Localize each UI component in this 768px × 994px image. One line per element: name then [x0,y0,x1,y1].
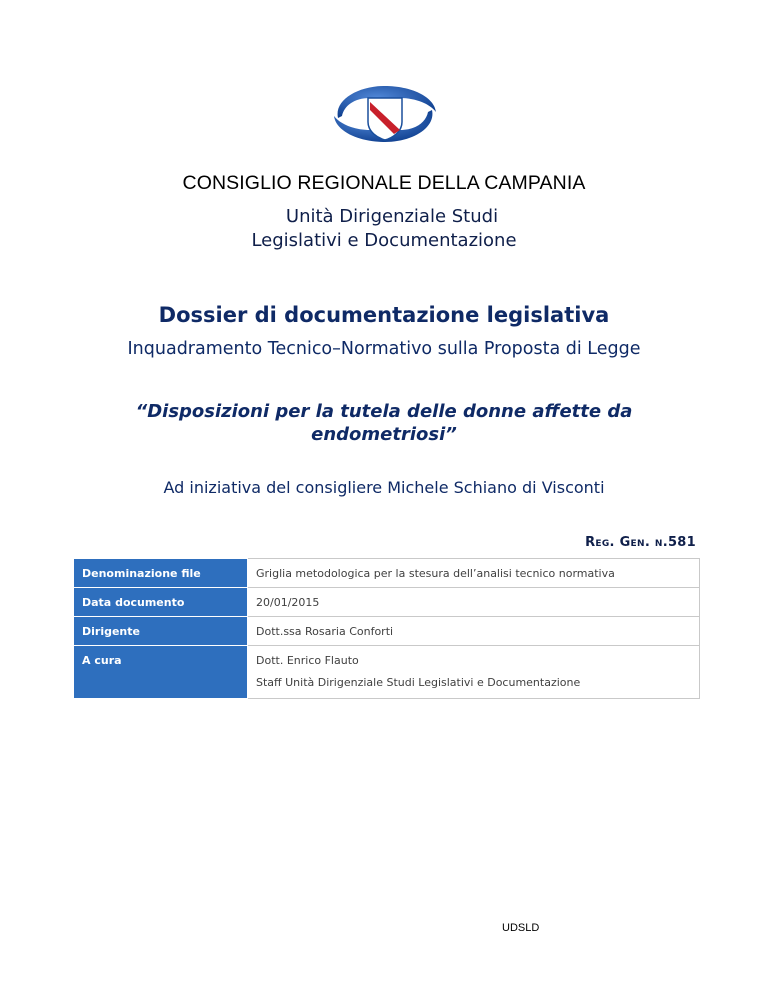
table-row [74,617,700,646]
table-key: A cura [74,646,248,699]
initiative-line: Ad iniziativa del consigliere Michele Schiano di Visconti [163,478,605,497]
table-value-line1: Dott. Enrico Flauto [256,654,359,667]
table-value: Griglia metodologica per la stesura dell’analisi tecnico normativa [248,559,700,588]
table-value [248,646,700,699]
table-row [74,559,700,588]
table-key: Data documento [74,588,248,617]
law-title: “Disposizioni per la tutela delle donne affette da endometriosi” [135,401,633,445]
unit-name [0,205,768,253]
organization-name: CONSIGLIO REGIONALE DELLA CAMPANIA [182,172,586,194]
document-info-table [73,558,700,699]
campania-region-logo [330,82,440,146]
table-value: Dott.ssa Rosaria Conforti [248,617,700,646]
unit-name-line1: Unità Dirigenziale Studi [285,206,499,227]
dossier-title: Dossier di documentazione legislativa [158,303,610,327]
dossier-subtitle: Inquadramento Tecnico–Normativo sulla Proposta di Legge [127,339,641,359]
table-row [74,588,700,617]
unit-name-line2: Legislativi e Documentazione [251,230,517,251]
table-value: 20/01/2015 [248,588,700,617]
table-key: Denominazione file [74,559,248,588]
registry-number: Reg. Gen. n.581 [585,535,696,550]
table-key: Dirigente [74,617,248,646]
table-value-line2: Staff Unità Dirigenziale Studi Legislativi e Documentazione [256,676,581,689]
footer-label: UDSLD [502,922,540,934]
table-row [74,646,700,699]
